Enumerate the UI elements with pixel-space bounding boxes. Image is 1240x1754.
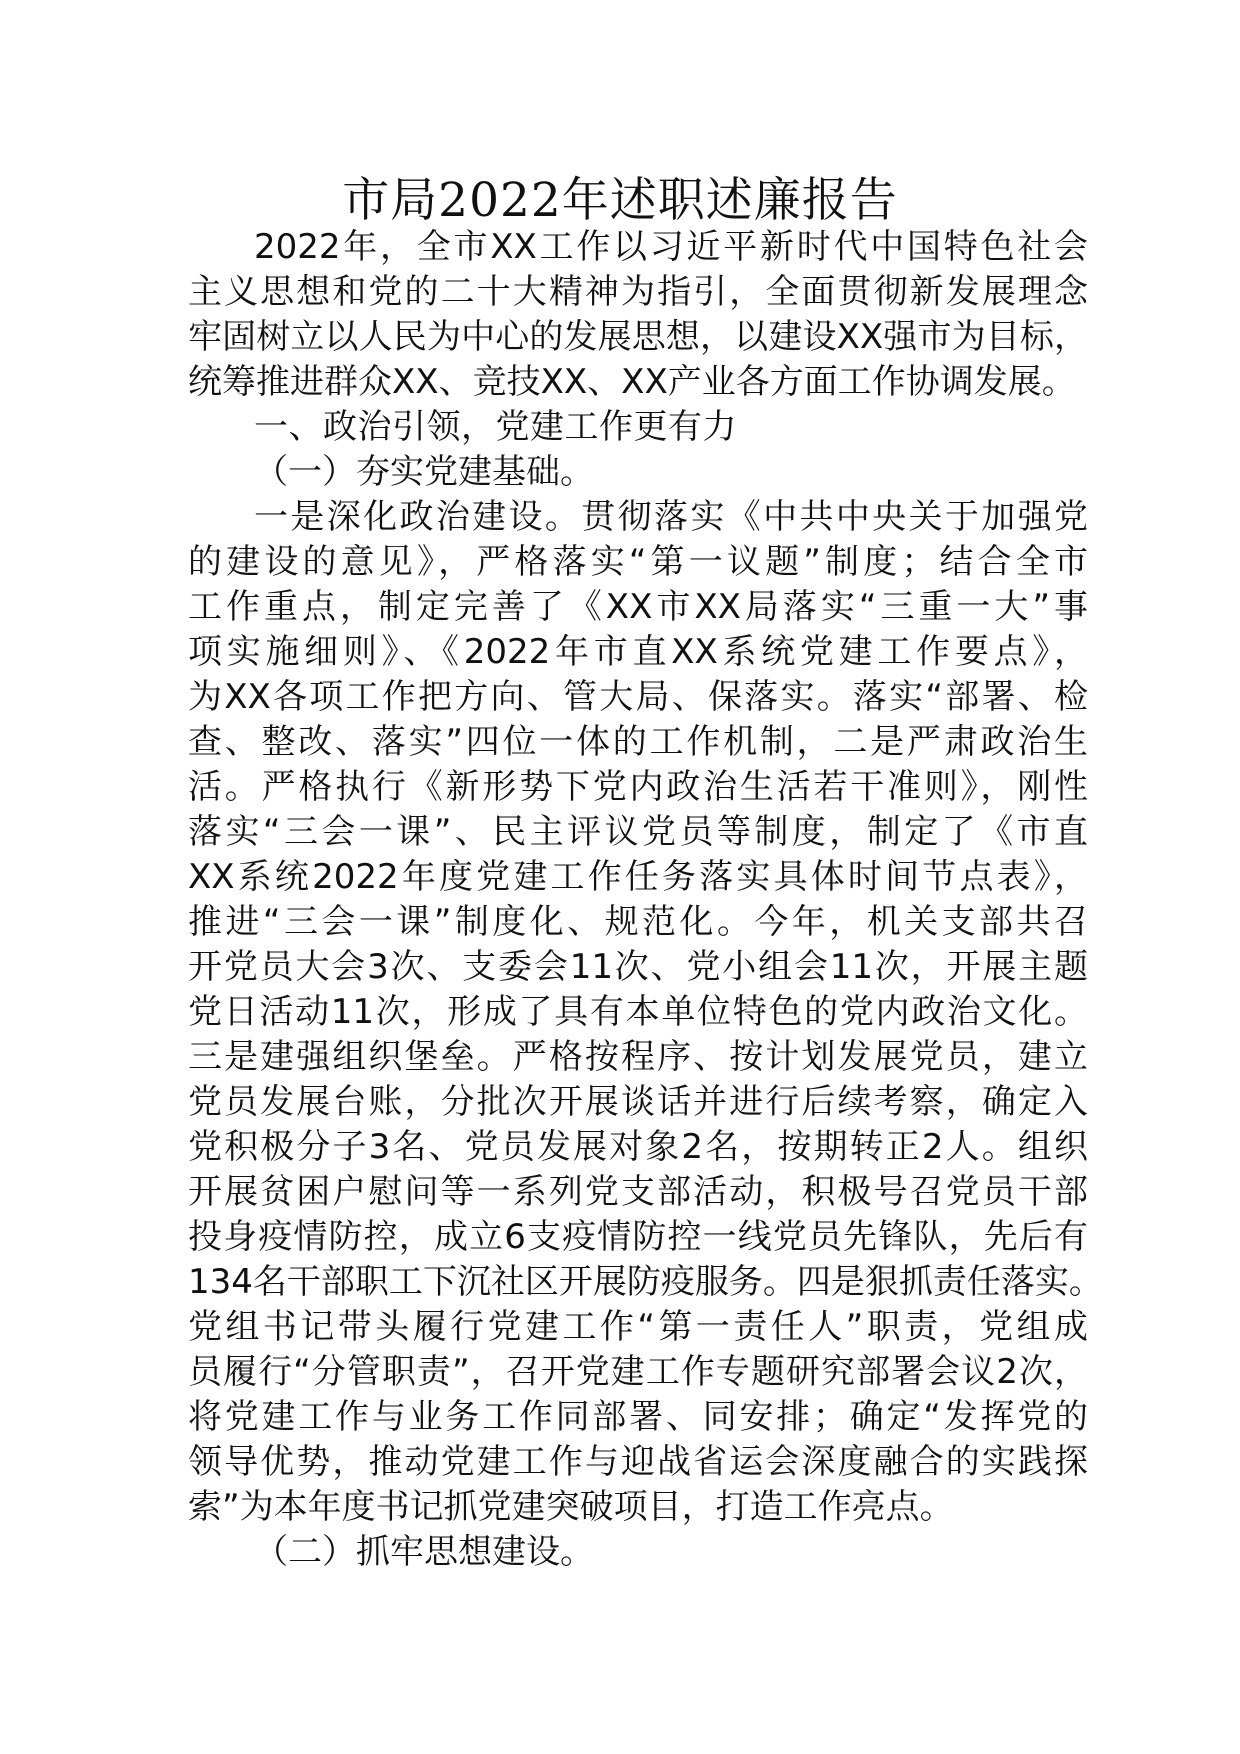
text-line: 开展贫困户慰问等一系列党支部活动，积极号召党员干部 (188, 1172, 1088, 1212)
text-line: 项实施细则》、《2022年市直XX系统党建工作要点》， (188, 632, 1088, 672)
text-line: 三是建强组织堡垒。严格按程序、按计划发展党员，建立 (188, 1037, 1088, 1077)
text-line: 领导优势，推动党建工作与迎战省运会深度融合的实践探 (188, 1442, 1088, 1482)
text-line: 工作重点，制定完善了《XX市XX局落实“三重一大”事 (188, 587, 1088, 627)
subsection-heading: （一）夯实党建基础。 (254, 452, 594, 492)
text-line: 员履行“分管职责”，召开党建工作专题研究部署会议2次， (188, 1352, 1088, 1392)
text-line: XX系统2022年度党建工作任务落实具体时间节点表》， (188, 857, 1088, 897)
text-line: 党组书记带头履行党建工作“第一责任人”职责，党组成 (188, 1307, 1088, 1347)
text-line: 索”为本年度书记抓党建突破项目，打造工作亮点。 (188, 1487, 954, 1527)
text-line: 查、整改、落实”四位一体的工作机制，二是严肃政治生 (188, 722, 1088, 762)
text-line: 2022年，全市XX工作以习近平新时代中国特色社会 (254, 227, 1088, 267)
text-line: 开党员大会3次、支委会11次、党小组会11次，开展主题 (188, 947, 1088, 987)
text-line: 党积极分子3名、党员发展对象2名，按期转正2人。组织 (188, 1127, 1088, 1167)
document-title: 市局2022年述职述廉报告 (342, 173, 898, 228)
text-line: 统筹推进群众XX、竞技XX、XX产业各方面工作协调发展。 (188, 362, 1076, 402)
text-line: 活。严格执行《新形势下党内政治生活若干准则》，刚性 (188, 767, 1088, 807)
text-line: 党员发展台账，分批次开展谈话并进行后续考察，确定入 (188, 1082, 1088, 1122)
text-line: 将党建工作与业务工作同部署、同安排；确定“发挥党的 (188, 1397, 1088, 1437)
text-line: 落实“三会一课”、民主评议党员等制度，制定了《市直 (188, 812, 1088, 852)
text-line: 的建设的意见》，严格落实“第一议题”制度；结合全市 (188, 542, 1088, 582)
text-line: 牢固树立以人民为中心的发展思想，以建设XX强市为目标， (188, 317, 1088, 357)
text-line: 党日活动11次，形成了具有本单位特色的党内政治文化。 (188, 992, 1088, 1032)
subsection-heading: （二）抓牢思想建设。 (254, 1532, 594, 1572)
text-line: 为XX各项工作把方向、管大局、保落实。落实“部署、检 (188, 677, 1088, 717)
text-line: 134名干部职工下沉社区开展防疫服务。四是狠抓责任落实。 (188, 1262, 1103, 1302)
section-heading: 一、政治引领，党建工作更有力 (254, 407, 737, 447)
text-line: 推进“三会一课”制度化、规范化。今年，机关支部共召 (188, 902, 1088, 942)
text-line: 主义思想和党的二十大精神为指引，全面贯彻新发展理念 (188, 272, 1088, 312)
text-line: 投身疫情防控，成立6支疫情防控一线党员先锋队，先后有 (188, 1217, 1088, 1257)
text-line: 一是深化政治建设。贯彻落实《中共中央关于加强党 (254, 497, 1088, 537)
